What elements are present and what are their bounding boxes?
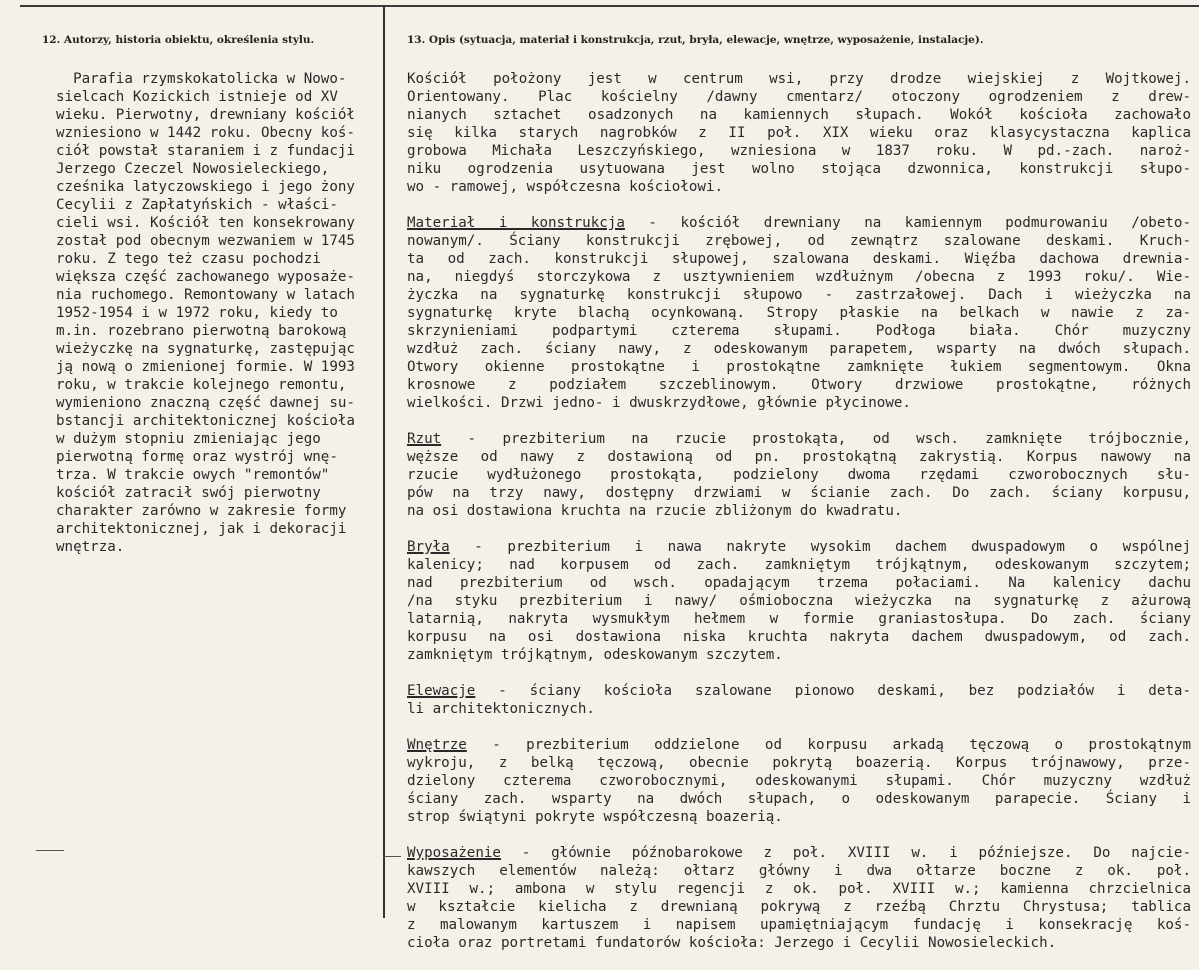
section-text: - ściany kościoła szalowane pionowo deskami, bez podziałów i deta-: [475, 683, 1191, 699]
section-text: - głównie późnobarokowe z poł. XVIII w. i późniejsze. Do najcie-: [500, 845, 1191, 861]
section-title: Elewacje: [407, 683, 476, 699]
description-text-line: wielkości. Drzwi jedno- i dwuskrzydłowe, głównie płycinowe.: [407, 395, 911, 411]
description-text-line: [407, 214, 1191, 232]
description-text-line: dzielony czterema czworobocznymi, odeskowanymi słupami. Chór muzyczny wzdłuż: [407, 773, 1191, 789]
history-text-line: większa część zachowanego wyposaże-: [56, 269, 355, 285]
description-text-line: nianych sztachet osadzonych na kamiennych słupach. Wokół kościoła zachowało: [407, 107, 1191, 123]
description-text-line: się kilka starych nagrobków z II poł. XIX wieku oraz klasycystaczna kaplica: [407, 125, 1191, 141]
description-section: [407, 70, 1191, 196]
description-section: [407, 538, 1191, 664]
description-text-line: latarnią, nakryta wysmukłym hełmem w formie graniastosłupa. Do zach. ściany: [407, 611, 1191, 627]
section-title: Wnętrze: [407, 737, 467, 753]
divider-tick-mark: [383, 856, 401, 857]
section-title: Rzut: [407, 431, 442, 447]
description-text-line: grobowa Michała Leszczyńskiego, wzniesiona w 1837 roku. W pd.-zach. naroż-: [407, 143, 1191, 159]
history-text-line: m.in. rozebrano pierwotną barokową: [56, 323, 347, 339]
description-text-line: z malowanym kartuszem i napisem upamiętniającym fundację i konsekrację koś-: [407, 917, 1191, 933]
description-text-line: pów na trzy nawy, dostępny drzwiami w ścianie zach. Do zach. ściany korpusu,: [407, 485, 1191, 501]
description-section: [407, 682, 1191, 718]
description-text-line: Orientowany. Plac kościelny /dawny cmentarz/ otoczony ogrodzeniem z drew-: [407, 89, 1191, 105]
description-text-line: wo - ramowej, współczesna kościołowi.: [407, 179, 724, 195]
history-text-line: Cecylii z Zapłatyńskich - właści-: [56, 197, 338, 213]
description-text-line: kawszych elementów należą: ołtarz główny i dwa ołtarze boczne z ok. poł.: [407, 863, 1191, 879]
history-text-line: kościół zatracił swój pierwotny: [56, 485, 321, 501]
history-text-line: trza. W trakcie owych "remontów": [56, 467, 330, 483]
section-text: - prezbiterium na rzucie prostokąta, od wsch. zamknięte trójbocznie,: [441, 431, 1191, 447]
description-text-line: nowanym/. Ściany konstrukcji zrębowej, od zewnątrz szalowane deskami. Kruch-: [407, 233, 1191, 249]
description-text-line: zamkniętym trójkątnym, odeskowanym szczytem.: [407, 647, 783, 663]
description-text-line: krosnowe z podziałem szczeblinowym. Otwory drzwiowe prostokątne, różnych: [407, 377, 1191, 393]
section-title: Bryła: [407, 539, 450, 555]
history-text-line: architektonicznej, jak i dekoracji: [56, 521, 347, 537]
description-text-line: Kościół położony jest w centrum wsi, przy drodze wiejskiej z Wojtkowej.: [407, 71, 1191, 87]
description-text-line: li architektonicznych.: [407, 701, 595, 717]
description-section: [407, 214, 1191, 412]
history-text-line: został pod obecnym wezwaniem w 1745: [56, 233, 355, 249]
history-text-line: nia ruchomego. Remontowany w latach: [56, 287, 355, 303]
history-text-line: roku. Z tego też czasu pochodzi: [56, 251, 321, 267]
history-text-line: sielcach Kozickich istnieje od XV: [56, 89, 338, 105]
section-title: Wyposażenie: [407, 845, 501, 861]
history-text-line: ją nową o zmienionej formie. W 1993: [56, 359, 355, 375]
description-text-line: w kształcie kielicha z drewnianą pokrywą z rzeźbą Chrztu Chrystusa; tablica: [407, 899, 1191, 915]
history-text-column: [56, 70, 376, 556]
description-text-line: wykroju, z belką tęczową, obecnie pokrytą boazerią. Korpus trójnawowy, prze-: [407, 755, 1191, 771]
history-text-line: wieżyczkę na sygnaturkę, zastępując: [56, 341, 355, 357]
description-text-line: rzucie wydłużonego prostokąta, podzielony dwoma rzędami czworobocznych słu-: [407, 467, 1191, 483]
section-title: Materiał i konstrukcja: [407, 215, 625, 231]
description-text-column: [407, 70, 1191, 970]
history-text-line: cześnika latyczowskiego i jego żony: [56, 179, 355, 195]
description-text-line: /na styku prezbiterium i nawy/ ośmioboczna wieżyczka na sygnaturkę z ażurową: [407, 593, 1191, 609]
description-text-line: korpusu na osi dostawiona niska kruchta nakryta dachem dwuspadowym, od zach.: [407, 629, 1191, 645]
description-text-line: [407, 844, 1191, 862]
history-text-line: charakter zarówno w zakresie formy: [56, 503, 347, 519]
description-text-line: strop świątyni pokryte współczesną boazerią.: [407, 809, 783, 825]
description-text-line: skrzynieniami podpartymi czterema słupami. Podłoga biała. Chór muzyczny: [407, 323, 1191, 339]
history-text-line: ciół powstał staraniem i z fundacji: [56, 143, 355, 159]
description-text-line: nad prezbiterium od wsch. opadającym trzema połaciami. Na kalenicy dachu: [407, 575, 1191, 591]
description-text-line: ta od zach. konstrukcji słupowej, szalowana deskami. Więźba dachowa drewnia-: [407, 251, 1191, 267]
history-text-line: Parafia rzymskokatolicka w Nowo-: [56, 71, 347, 87]
form-top-border: [20, 5, 1199, 7]
description-text-line: [407, 682, 1191, 700]
description-text-line: [407, 736, 1191, 754]
left-column-header: 12. Autorzy, historia obiektu, określenia stylu.: [42, 34, 315, 46]
history-text-line: wymieniono znaczną część dawnej su-: [56, 395, 355, 411]
description-text-line: XVIII w.; ambona w stylu regencji z ok. poł. XVIII w.; kamienna chrzcielnica: [407, 881, 1191, 897]
description-text-line: cioła oraz portretami fundatorów kościoła: Jerzego i Cecylii Nowosieleckich.: [407, 935, 1057, 951]
history-text-line: w dużym stopniu zmieniając jego: [56, 431, 321, 447]
description-text-line: niku ogrodzenia usytuowana jest wolno stojąca dzwonnica, konstrukcji słupo-: [407, 161, 1191, 177]
description-text-line: Otwory okienne prostokątne i prostokątne zamknięte łukiem segmentowym. Okna: [407, 359, 1191, 375]
description-text-line: na osi dostawiona kruchta na rzucie zbliżonym do kwadratu.: [407, 503, 903, 519]
history-text-line: wnętrza.: [56, 539, 125, 555]
history-text-line: 1952-1954 i w 1972 roku, kiedy to: [56, 305, 338, 321]
description-text-line: ściany zach. wsparty na dwóch słupach, o odeskowanym parapecie. Ściany i: [407, 791, 1191, 807]
history-text-line: wieku. Pierwotny, drewniany kościół: [56, 107, 355, 123]
history-text-line: Jerzego Czeczel Nowosieleckiego,: [56, 161, 330, 177]
description-text-line: węższe od nawy z dostawioną od pn. prostokątną zakrystią. Korpus nawowy na: [407, 449, 1191, 465]
column-divider: [383, 6, 385, 918]
history-text-line: pierwotną formę oraz wystrój wnę-: [56, 449, 338, 465]
description-text-line: [407, 538, 1191, 556]
description-section: [407, 844, 1191, 952]
description-text-line: kalenicy; nad korpusem od zach. zamkniętym trójkątnym, odeskowanym szczytem;: [407, 557, 1191, 573]
description-text-line: sygnaturkę kryte blachą ocynkowaną. Stropy płaskie na belkach w nawie z za-: [407, 305, 1191, 321]
left-margin-mark: [36, 850, 64, 851]
description-text-line: na, niegdyś storczykowa z usztywnieniem wzdłużnym /obecna z 1993 roku/. Wie-: [407, 269, 1191, 285]
description-section: [407, 736, 1191, 826]
description-text-line: życzka na sygnaturkę konstrukcji słupowo - zastrzałowej. Dach i wieżyczka na: [407, 287, 1191, 303]
section-text: - prezbiterium oddzielone od korpusu arkadą tęczową o prostokątnym: [466, 737, 1191, 753]
description-text-line: wzdłuż zach. ściany nawy, z odeskowanym parapetem, wsparty na dwóch słupach.: [407, 341, 1191, 357]
history-text-line: wzniesiono w 1442 roku. Obecny koś-: [56, 125, 355, 141]
history-text-line: roku, w trakcie kolejnego remontu,: [56, 377, 347, 393]
section-text: - prezbiterium i nawa nakryte wysokim dachem dwuspadowym o wspólnej: [449, 539, 1191, 555]
history-text-line: cieli wsi. Kościół ten konsekrowany: [56, 215, 355, 231]
section-text: - kościół drewniany na kamiennym podmurowaniu /obeto-: [624, 215, 1192, 231]
history-text-line: bstancji architektonicznej kościoła: [56, 413, 355, 429]
description-text-line: [407, 430, 1191, 448]
right-column-header: 13. Opis (sytuacja, materiał i konstrukcja, rzut, bryła, elewacje, wnętrze, wyposażenie, instalacje).: [407, 34, 984, 46]
description-section: [407, 430, 1191, 520]
